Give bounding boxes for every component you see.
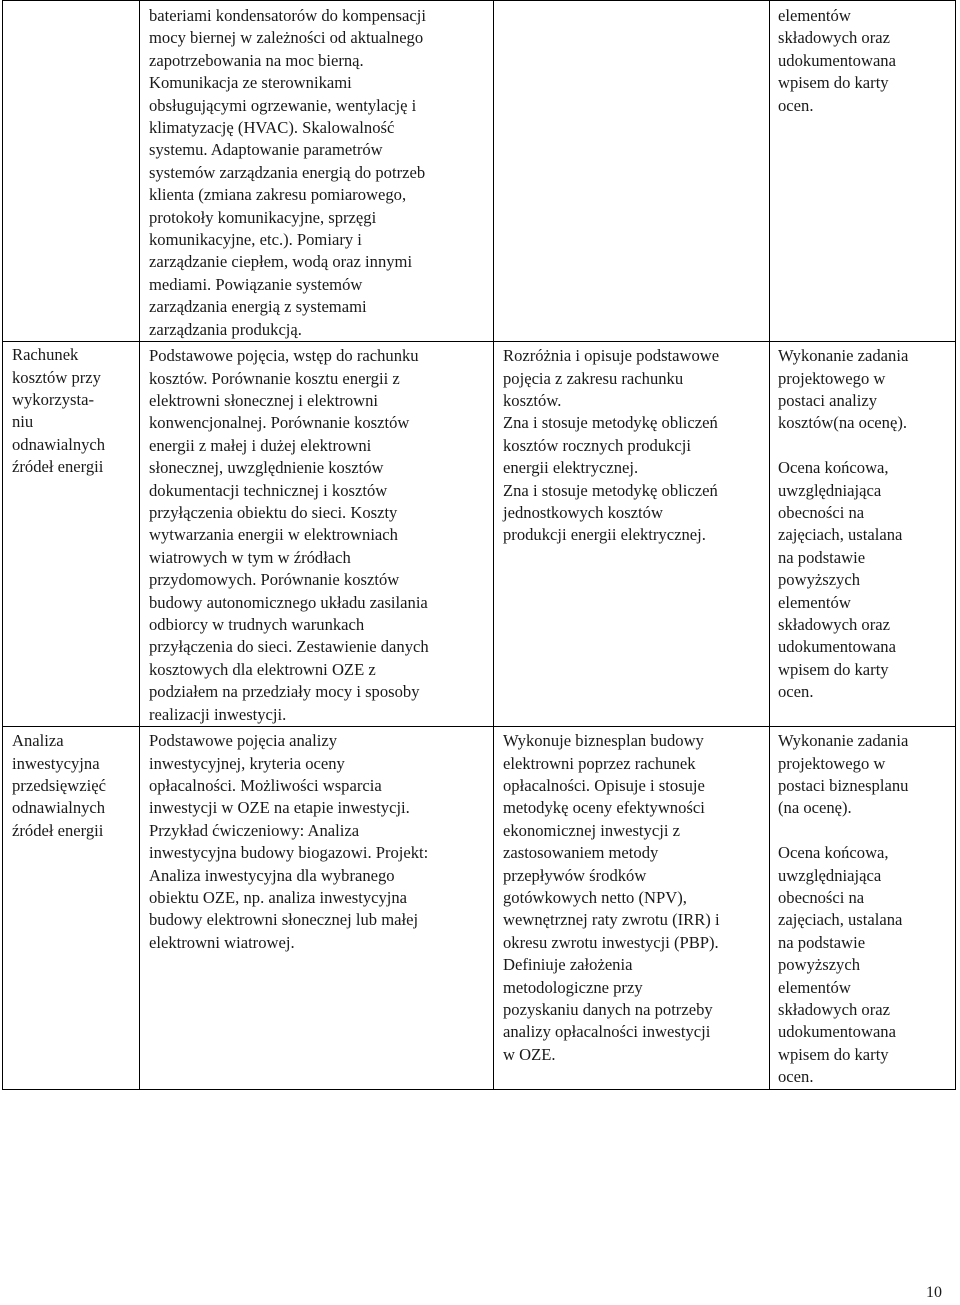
outcome-text: [503, 345, 763, 547]
text-line: źródeł energii: [12, 820, 104, 840]
text-line: kosztów(na ocenę).: [778, 413, 908, 433]
text-line: niu: [12, 412, 34, 432]
text-line: pozyskaniu danych na potrzeby: [503, 999, 713, 1019]
text-line: postaci analizy: [778, 390, 878, 410]
text-line: udokumentowana: [778, 50, 896, 70]
subject-cell: [3, 727, 140, 1089]
text-line: Zna i stosuje metodykę obliczeń: [503, 413, 718, 433]
text-line: przyłączenia do sieci. Zestawienie danych: [149, 637, 429, 657]
text-line: projektowego w: [778, 753, 886, 773]
text-line: na podstawie: [778, 932, 866, 952]
text-line: zarządzania produkcją.: [149, 319, 302, 339]
subject-cell: [3, 342, 140, 727]
text-line: kosztów rocznych produkcji: [503, 435, 692, 455]
text-line: inwestycji w OZE na etapie inwestycji.: [149, 798, 410, 818]
text-line: przyłączenia obiektu do sieci. Koszty: [149, 502, 398, 522]
text-line: źródeł energii: [12, 457, 104, 477]
text-line: bateriami kondensatorów do kompensacji: [149, 6, 426, 25]
text-line: przedsięwzięć: [12, 775, 106, 795]
text-line: obecności na: [778, 887, 865, 907]
text-line: kosztów. Porównanie kosztu energii z: [149, 368, 400, 388]
text-line: klimatyzację (HVAC). Skalowalność: [149, 118, 395, 138]
text-line: wpisem do karty: [778, 73, 889, 93]
content-text: [149, 730, 487, 954]
outcome-text: [503, 730, 763, 1066]
text-line: budowy elektrowni słonecznej lub małej: [149, 910, 419, 930]
text-line: zastosowaniem metody: [503, 843, 659, 863]
subject-text: [12, 344, 135, 478]
text-line: energii elektrycznej.: [503, 458, 639, 478]
text-line: wytwarzania energii w elektrowniach: [149, 525, 398, 545]
text-line: zapotrzebowania na moc bierną.: [149, 50, 364, 70]
text-line: zajęciach, ustalana: [778, 525, 903, 545]
assessment-cell: [770, 1, 956, 342]
text-line: komunikacyjne, etc.). Pomiary i: [149, 230, 362, 250]
text-line: uwzględniająca: [778, 480, 882, 500]
text-line: kosztów.: [503, 390, 562, 410]
assessment-text: [778, 5, 951, 117]
text-line: Rozróżnia i opisuje podstawowe: [503, 346, 720, 366]
text-line: systemu. Adaptowanie parametrów: [149, 140, 383, 160]
text-line: elementów: [778, 6, 851, 25]
text-line: gotówkowych netto (NPV),: [503, 887, 687, 907]
text-line: elektrowni poprzez rachunek: [503, 753, 696, 773]
outcome-cell: [494, 342, 770, 727]
text-line: metodykę oceny efektywności: [503, 798, 705, 818]
text-line: przydomowych. Porównanie kosztów: [149, 570, 400, 590]
text-line: zarządzanie ciepłem, wodą oraz innymi: [149, 252, 413, 272]
text-line: wiatrowych w tym w źródłach: [149, 547, 351, 567]
text-line: metodologiczne przy: [503, 977, 643, 997]
content-text: [149, 5, 487, 341]
text-line: opłacalności. Opisuje i stosuje: [503, 775, 705, 795]
text-line: wpisem do karty: [778, 659, 889, 679]
text-line: Wykonanie zadania: [778, 346, 909, 366]
text-line: ocen.: [778, 682, 814, 702]
text-line: Wykonanie zadania: [778, 731, 909, 751]
text-line: wpisem do karty: [778, 1044, 889, 1064]
text-line: odnawialnych: [12, 798, 106, 818]
text-line: mediami. Powiązanie systemów: [149, 274, 363, 294]
text-line: realizacji inwestycji.: [149, 704, 287, 724]
text-line: postaci biznesplanu: [778, 775, 909, 795]
text-line: klienta (zmiana zakresu pomiarowego,: [149, 185, 407, 205]
text-line: Wykonuje biznesplan budowy: [503, 731, 704, 751]
outcome-cell: [494, 727, 770, 1089]
text-line: Przykład ćwiczeniowy: Analiza: [149, 820, 360, 840]
table-row-analiza-inwestycyjna: [3, 727, 956, 1089]
table-row-continuation: [3, 1, 956, 342]
text-line: projektowego w: [778, 368, 886, 388]
content-cell: [140, 727, 494, 1089]
text-line: analizy opłacalności inwestycji: [503, 1022, 711, 1042]
text-line: ocen.: [778, 95, 814, 115]
text-line: udokumentowana: [778, 637, 896, 657]
text-line: inwestycyjna budowy biogazowi. Projekt:: [149, 843, 429, 863]
assessment-final-text: [778, 842, 951, 1088]
text-line: kosztowych dla elektrowni OZE z: [149, 659, 376, 679]
assessment-final-text: [778, 457, 951, 703]
content-text: [149, 345, 487, 726]
text-line: przepływów środków: [503, 865, 647, 885]
text-line: Analiza: [12, 731, 64, 751]
outcome-cell: [494, 1, 770, 342]
text-line: Podstawowe pojęcia analizy: [149, 731, 338, 751]
text-line: obsługującymi ogrzewanie, wentylację i: [149, 95, 417, 115]
content-cell: [140, 1, 494, 342]
table-row-rachunek-kosztow: [3, 342, 956, 727]
text-line: składowych oraz: [778, 999, 890, 1019]
text-line: wewnętrznej raty zwrotu (IRR) i: [503, 910, 720, 930]
subject-text: [12, 730, 135, 842]
text-line: systemów zarządzania energią do potrzeb: [149, 162, 426, 182]
text-line: słonecznej, uwzględnienie kosztów: [149, 458, 384, 478]
syllabus-table: [2, 0, 956, 1090]
assessment-cell: [770, 727, 956, 1089]
text-line: elementów: [778, 592, 851, 612]
subject-cell: [3, 1, 140, 342]
text-line: uwzględniająca: [778, 865, 882, 885]
paragraph-spacer: [778, 435, 951, 457]
text-line: inwestycyjna: [12, 753, 100, 773]
text-line: odbiorcy w trudnych warunkach: [149, 614, 365, 634]
text-line: elementów: [778, 977, 851, 997]
text-line: (na ocenę).: [778, 798, 852, 818]
text-line: elektrowni słonecznej i elektrowni: [149, 390, 379, 410]
assessment-task-text: [778, 730, 951, 820]
text-line: okresu zwrotu inwestycji (PBP).: [503, 932, 719, 952]
text-line: jednostkowych kosztów: [503, 502, 663, 522]
assessment-task-text: [778, 345, 951, 435]
page-number: 10: [926, 1284, 942, 1301]
text-line: Komunikacja ze sterownikami: [149, 73, 352, 93]
text-line: Ocena końcowa,: [778, 458, 889, 478]
text-line: ocen.: [778, 1067, 814, 1087]
text-line: produkcji energii elektrycznej.: [503, 525, 706, 545]
text-line: Analiza inwestycyjna dla wybranego: [149, 865, 395, 885]
text-line: składowych oraz: [778, 614, 890, 634]
text-line: zarządzania energią z systemami: [149, 297, 367, 317]
text-line: konwencjonalnej. Porównanie kosztów: [149, 413, 410, 433]
text-line: obecności na: [778, 502, 865, 522]
text-line: obiektu OZE, np. analiza inwestycyjna: [149, 887, 408, 907]
text-line: pojęcia z zakresu rachunku: [503, 368, 684, 388]
text-line: Podstawowe pojęcia, wstęp do rachunku: [149, 346, 419, 366]
text-line: Rachunek: [12, 345, 79, 365]
text-line: opłacalności. Możliwości wsparcia: [149, 775, 382, 795]
text-line: Definiuje założenia: [503, 955, 633, 975]
text-line: inwestycyjnej, kryteria oceny: [149, 753, 345, 773]
text-line: udokumentowana: [778, 1022, 896, 1042]
text-line: odnawialnych: [12, 434, 106, 454]
text-line: powyższych: [778, 570, 861, 590]
content-cell: [140, 342, 494, 727]
text-line: powyższych: [778, 955, 861, 975]
text-line: Zna i stosuje metodykę obliczeń: [503, 480, 718, 500]
text-line: Ocena końcowa,: [778, 843, 889, 863]
text-line: w OZE.: [503, 1044, 556, 1064]
text-line: wykorzysta-: [12, 389, 95, 409]
paragraph-spacer: [778, 820, 951, 842]
text-line: protokoły komunikacyjne, sprzęgi: [149, 207, 377, 227]
text-line: ekonomicznej inwestycji z: [503, 820, 680, 840]
text-line: składowych oraz: [778, 28, 890, 48]
text-line: dokumentacji technicznej i kosztów: [149, 480, 388, 500]
text-line: budowy autonomicznego układu zasilania: [149, 592, 428, 612]
text-line: elektrowni wiatrowej.: [149, 932, 295, 952]
text-line: kosztów przy: [12, 367, 101, 387]
assessment-cell: [770, 342, 956, 727]
text-line: energii z małej i dużej elektrowni: [149, 435, 372, 455]
text-line: na podstawie: [778, 547, 866, 567]
text-line: mocy biernej w zależności od aktualnego: [149, 28, 424, 48]
text-line: podziałem na przedziały mocy i sposoby: [149, 682, 420, 702]
text-line: zajęciach, ustalana: [778, 910, 903, 930]
